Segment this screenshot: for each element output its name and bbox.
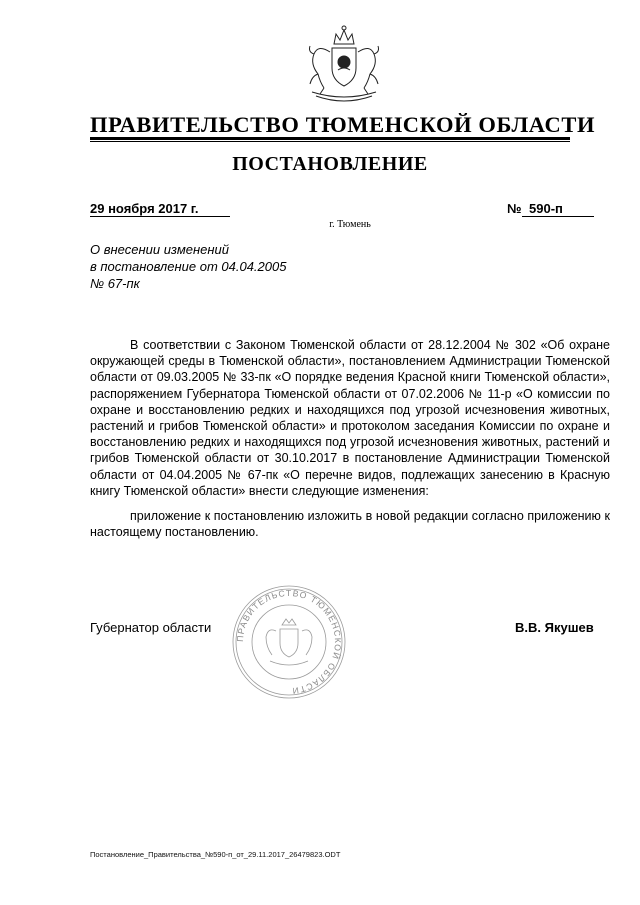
document-body [90,337,610,549]
date-underline [90,216,230,217]
government-title: ПРАВИТЕЛЬСТВО ТЮМЕНСКОЙ ОБЛАСТИ [90,112,596,137]
subject-line: № 67-пк [90,276,140,291]
city: г. Тюмень [329,219,371,230]
document-date: 29 ноября 2017 г. [90,201,199,216]
file-footer: Постановление_Правительства_№590-п_от_29.11.2017_26479823.ODT [90,850,341,859]
coat-of-arms-emblem [300,22,388,112]
document-number: 590-п [529,201,563,216]
number-sign: № [507,201,522,216]
signatory-name: В.В. Якушев [515,620,594,635]
subject-line: О внесении изменений [90,242,229,257]
document-type: ПОСТАНОВЛЕНИЕ [232,153,428,175]
number-underline [522,216,594,217]
svg-text:ПРАВИТЕЛЬСТВО ТЮМЕНСКОЙ ОБЛАСТ [235,588,343,696]
title-divider-thick [90,137,570,140]
official-stamp [230,583,348,701]
body-paragraph: приложение к постановлению изложить в новой редакции согласно приложению к настоящему постановлению. [90,509,610,540]
body-paragraph: В соответствии с Законом Тюменской области от 28.12.2004 № 302 «Об охране окружающей среды в Тюменской области», постановлением Администрации Тюменской области от 09.03.2005 № 33-пк «О порядке ведения Красной книги Тюменской области», распоряжением Губернатора Тюменской области от 07.02.2006 № 11-р «О комиссии по охране и восстановлению редких и находящихся под угрозой исчезновения животных, растений и грибов Тюменской области» и протоколом заседания Комиссии по охране и восстановлению редких и находящихся под угрозой исчезновения животных, растений и грибов Тюменской области от 30.10.2017 в постановление Администрации Тюменской области от 04.04.2005 № 67-пк «О перечне видов, подлежащих занесению в Красную книгу Тюменской области» внести следующие изменения: [90,338,610,498]
signatory-role: Губернатор области [90,620,212,635]
subject-line: в постановление от 04.04.2005 [90,259,287,274]
document-subject [90,241,286,292]
title-divider-thin [90,141,570,142]
stamp-text: ПРАВИТЕЛЬСТВО ТЮМЕНСКОЙ ОБЛАСТИ [234,587,344,697]
